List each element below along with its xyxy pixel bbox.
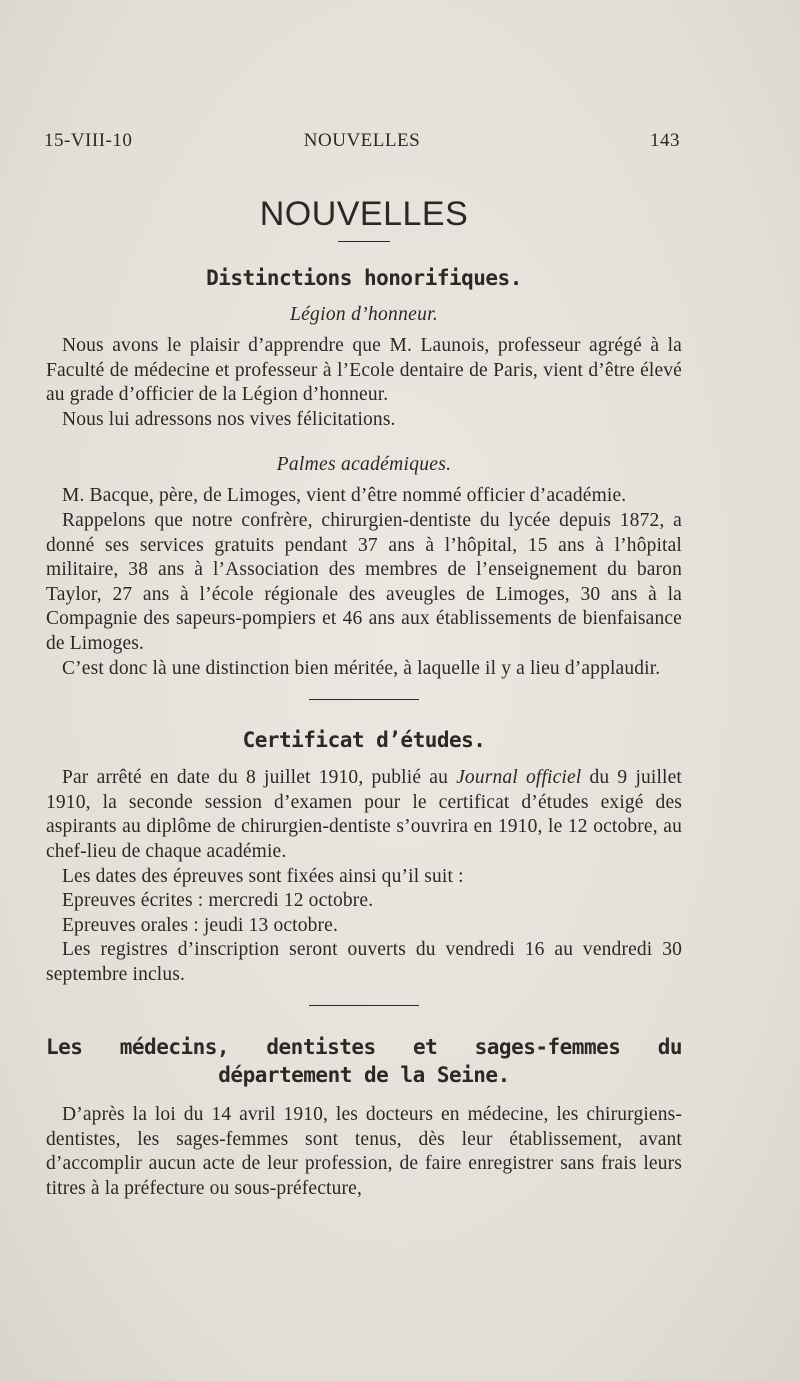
- paragraph: Epreuves écrites : mercredi 12 octobre.: [62, 890, 374, 912]
- section-heading-distinctions: Distinctions honorifiques.: [206, 266, 522, 290]
- section-heading-medecins: Les médecins, dentistes et sages-femmes du département de la Seine.: [46, 1035, 682, 1087]
- paragraph: Les dates des épreuves sont fixées ainsi qu’il suit :: [62, 865, 464, 887]
- subheading-legion: Légion d’honneur.: [289, 304, 439, 325]
- paragraph: C’est donc là une distinction bien méritée, à laquelle il y a lieu d’applaudir.: [62, 657, 661, 679]
- paragraph: D’après la loi du 14 avril 1910, les docteurs en médecine, les chirurgiens-dentistes, les sages-femmes sont tenus, dès leur établissement, avant d’accomplir aucun acte de leur profession, de faire enregistrer sans frais leurs titres à la préfecture ou sous-préfecture,: [46, 1104, 682, 1199]
- paragraph: M. Bacque, père, de Limoges, vient d’être nommé officier d’académie.: [62, 485, 627, 507]
- paragraph: Par arrêté en date du 8 juillet 1910, publié au Journal officiel du 9 juillet 1910, la seconde session d’examen pour le certificat d’études exigé des aspirants au diplôme de chirurgien-dentiste s’ouvrira en 1910, le 12 octobre, au chef-lieu de chaque académie.: [46, 767, 682, 862]
- paragraph: Les registres d’inscription seront ouverts du vendredi 16 au vendredi 30 septembre inclus.: [46, 939, 682, 985]
- header-date: 15-VIII-10: [44, 130, 133, 151]
- paragraph: Rappelons que notre confrère, chirurgien-dentiste du lycée depuis 1872, a donné ses services gratuits pendant 37 ans à l’hôpital, 15 ans à l’hôpital militaire, 38 ans à l’Association des membres de l’enseignement du baron Taylor, 27 ans à l’école régionale des aveugles de Limoges, 30 ans à la Compagnie des sapeurs-pompiers et 46 ans aux établissements de bienfaisance de Limoges.: [46, 509, 682, 654]
- page-title: NOUVELLES: [259, 195, 469, 233]
- article-body: [46, 185, 682, 1201]
- title-divider: [338, 241, 390, 242]
- subheading-palmes: Palmes académiques.: [276, 454, 452, 476]
- journal-title: Journal officiel: [456, 767, 582, 789]
- section-divider: [309, 1005, 419, 1006]
- section-divider: [309, 699, 419, 700]
- page-number: 143: [650, 130, 680, 151]
- paragraph: Nous avons le plaisir d’apprendre que M. Launois, professeur agrégé à la Faculté de médecine et professeur à l’Ecole dentaire de Paris, vient d’être élevé au grade d’officier de la Légion d’honneur.: [46, 335, 682, 406]
- running-header: [44, 130, 680, 158]
- header-section-title: NOUVELLES: [303, 130, 421, 151]
- paragraph: Nous lui adressons nos vives félicitations.: [62, 408, 396, 430]
- section-heading-certificat: Certificat d’études.: [242, 728, 486, 753]
- paragraph: Epreuves orales : jeudi 13 octobre.: [62, 914, 338, 936]
